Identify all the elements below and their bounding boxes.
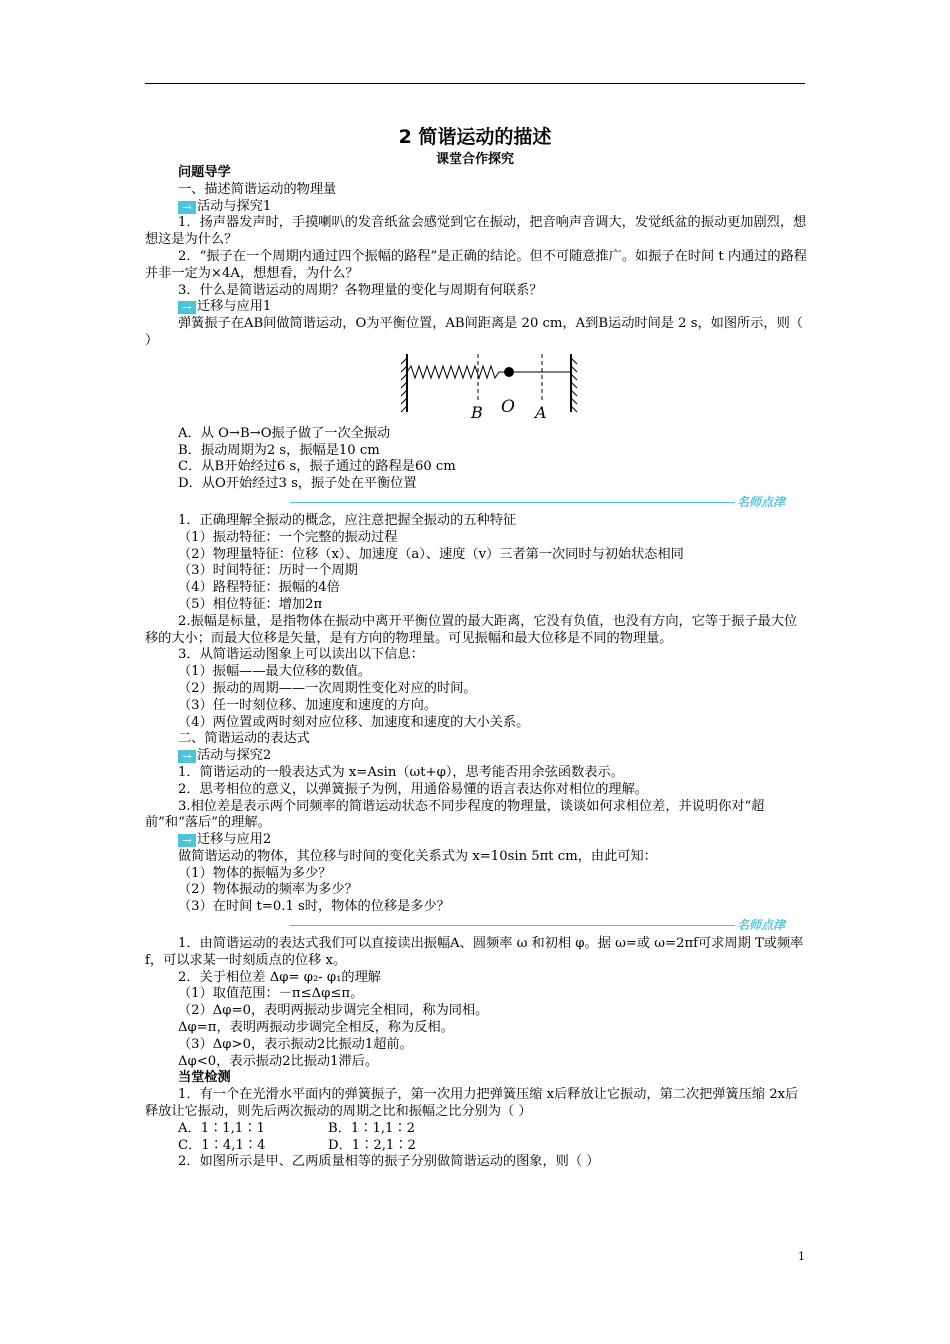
spring-oscillator-figure (145, 352, 807, 424)
question: （2）物体振动的频率为多少？ (178, 882, 358, 898)
tips-tag: 名师点津 (737, 918, 786, 933)
question: 弹簧振子在AB间做简谐运动，O为平衡位置，AB间距离是 20 cm，A到B运动时间是 2 s，如图所示，则（ ） (145, 316, 803, 348)
label-a: A (535, 402, 547, 422)
arrow-marker-icon: → (178, 834, 196, 847)
section-heading: 问题导学 (178, 165, 231, 180)
question: 2．“振子在一个周期内通过四个振幅的路程”是正确的结论。但不可随意推广。如振子在时间 t 内通过的路程并非一定为×4A，想想看，为什么？ (145, 248, 807, 281)
question: 3．什么是简谐运动的周期？各物理量的变化与周期有何联系？ (178, 282, 543, 298)
page-subtitle: 课堂合作探究 (435, 152, 514, 167)
tip-line: （2）Δφ=0，表明两振动步调完全相同，称为同相。 (178, 1003, 489, 1019)
activity-label: → 活动与探究1 (145, 199, 807, 216)
label-o: O (501, 396, 515, 417)
tips-divider (145, 493, 807, 513)
part-heading: 二、简谐运动的表达式 (178, 731, 310, 747)
tip-line: （2）物理量特征：位移（x）、加速度（a）、速度（v）三者第一次同时与初始状态相同 (178, 546, 684, 562)
tip-line: （3）时间特征：历时一个周期 (178, 563, 358, 579)
question: 2．思考相位的意义，以弹簧振子为例，用通俗易懂的语言表达你对相位的理解。 (178, 781, 648, 797)
application-label: → 迁移与应用1 (145, 299, 807, 316)
tip-line: 2．关于相位差 Δφ= φ₂- φ₁的理解 (178, 969, 381, 985)
option: C．从B开始经过6 s，振子通过的路程是60 cm (178, 459, 456, 475)
question: 2．如图所示是甲、乙两质量相等的振子分别做简谐运动的图象，则（ ） (178, 1154, 600, 1170)
tip-line: （3）任一时刻位移、加速度和速度的方向。 (178, 697, 437, 713)
arrow-marker-icon: → (178, 750, 196, 763)
tip-line: Δφ=π，表明两振动步调完全相反，称为反相。 (178, 1020, 454, 1036)
spring-diagram (145, 352, 807, 424)
tip-line: Δφ<0，表示振动2比振动1滞后。 (178, 1053, 379, 1069)
tip-line: 3．从简谐运动图象上可以读出以下信息： (178, 647, 424, 663)
tip-line: （3）Δφ>0，表示振动2比振动1超前。 (178, 1036, 413, 1052)
question: 做简谐运动的物体，其位移与时间的变化关系式为 x=10sin 5πt cm，由此可知： (178, 848, 657, 864)
header-rule (145, 83, 805, 84)
tip-line: （1）取值范围：－π≤Δφ≤π。 (178, 986, 364, 1002)
page-title: 2 简谐运动的描述 (398, 126, 552, 148)
question: 3.相位差是表示两个同频率的简谐运动状态不同步程度的物理量，谈谈如何求相位差，并说明你对“超前”和“落后”的理解。 (145, 798, 765, 831)
tip-line: （1）振动特征：一个完整的振动过程 (178, 529, 398, 545)
label-b: B (471, 402, 483, 422)
question: （3）在时间 t=0.1 s时，物体的位移是多少？ (178, 899, 450, 915)
tip-line: （4）路程特征：振幅的4倍 (178, 580, 340, 596)
option: D．从O开始经过3 s，振子处在平衡位置 (178, 476, 417, 492)
tip-line: （2）振动的周期——一次周期性变化对应的时间。 (178, 680, 477, 696)
tips-divider (145, 916, 807, 936)
section-heading: 当堂检测 (178, 1070, 231, 1086)
option: B．振动周期为2 s，振幅是10 cm (178, 442, 380, 458)
question: 1．扬声器发声时，手摸喇叭的发音纸盆会感觉到它在振动，把音响声音调大，发觉纸盆的振动更加剧烈，想想这是为什么？ (145, 215, 807, 248)
arrow-marker-icon: → (178, 301, 196, 314)
option-row: C．1∶4,1∶4 D．1∶2,1∶2 (178, 1137, 416, 1153)
option-row: A．1∶1,1∶1 B．1∶1,1∶2 (178, 1120, 416, 1136)
question: （1）物体的振幅为多少？ (178, 865, 332, 881)
tip-line: 1．由简谐运动的表达式我们可以直接读出振幅A、圆频率 ω 和初相 φ。据 ω=或 ω=2πf可求周期 T或频率 f，可以求某一时刻质点的位移 x。 (145, 936, 804, 968)
tip-line: （5）相位特征：增加2π (178, 596, 323, 612)
tip-line: （4）两位置或两时刻对应位移、加速度和速度的大小关系。 (178, 714, 530, 730)
document-body (145, 165, 807, 1171)
tip-line: （1）振幅——最大位移的数值。 (178, 664, 372, 680)
option: A．从 O→B→O振子做了一次全振动 (178, 425, 391, 441)
application-label: → 迁移与应用2 (145, 832, 807, 849)
activity-label: → 活动与探究2 (145, 748, 807, 765)
tip-line: 2.振幅是标量，是指物体在振动中离开平衡位置的最大距离，它没有负值，也没有方向，它等于振子最大位移的大小；而最大位移是矢量，是有方向的物理量。可见振幅和最大位移是不同的物理量。 (145, 613, 798, 646)
tip-line: 1．正确理解全振动的概念，应注意把握全振动的五种特征 (178, 512, 517, 528)
tips-tag: 名师点津 (737, 494, 786, 509)
part-heading: 一、描述简谐运动的物理量 (178, 181, 337, 197)
oscillator-ball (504, 367, 514, 377)
arrow-marker-icon: → (178, 201, 196, 214)
question: 1．简谐运动的一般表达式为 x=Asin（ωt+φ），思考能否用余弦函数表示。 (178, 764, 624, 780)
page-number: 1 (798, 1250, 805, 1263)
question: 1．有一个在光滑水平面内的弹簧振子，第一次用力把弹簧压缩 x后释放让它振动，第二次把弹簧压缩 2x后释放让它振动，则先后两次振动的周期之比和振幅之比分别为（ ） (145, 1087, 799, 1120)
